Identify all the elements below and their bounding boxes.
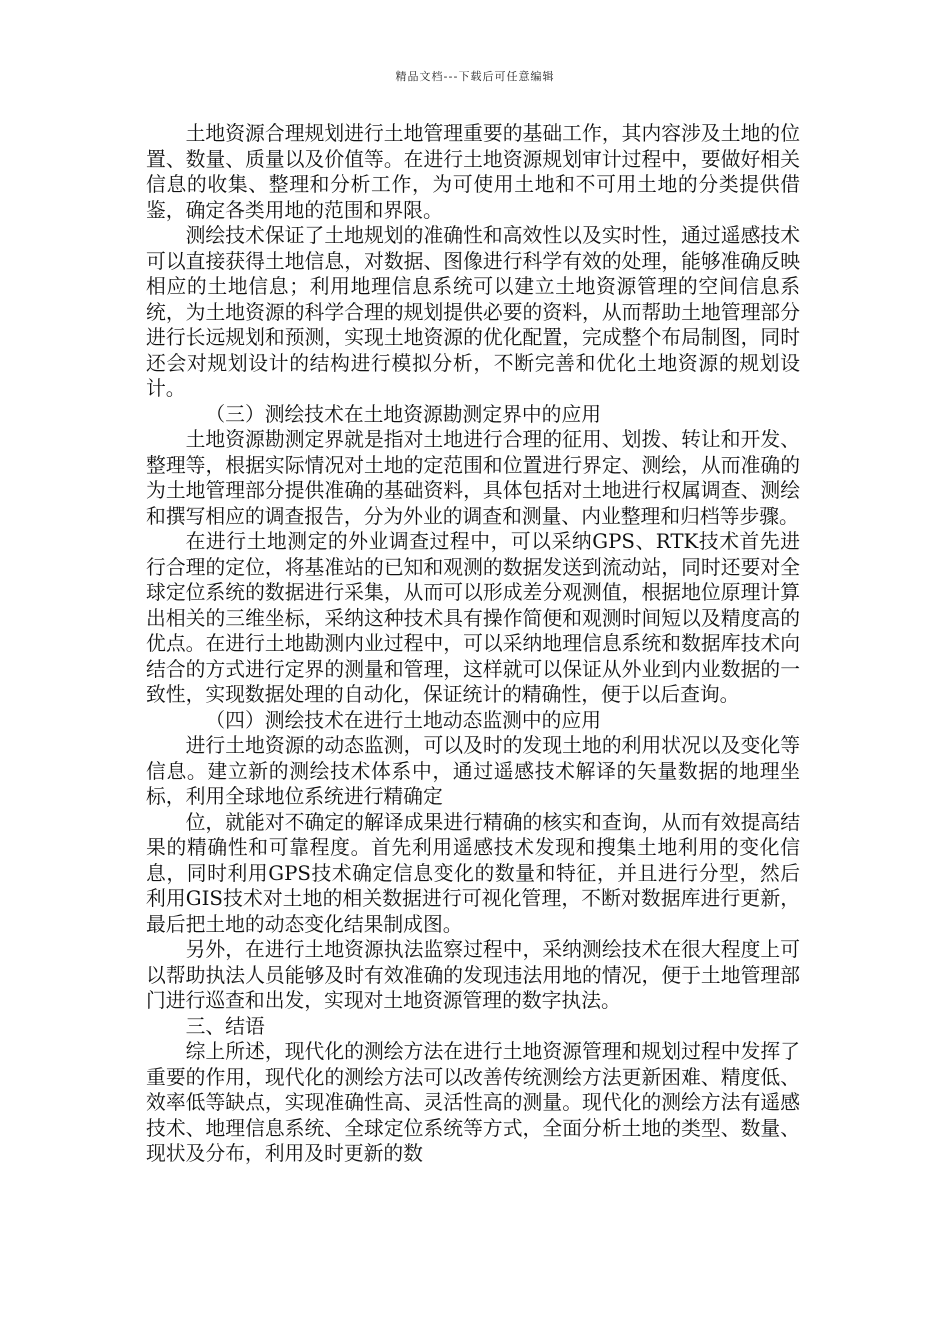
paragraph-4: 在进行土地测定的外业调查过程中，可以采纳GPS、RTK技术首先进行合理的定位，将基准站的已知和观测的数据发送到流动站，同时还要对全球定位系统的数据进行采集，从而可以形成差分观测值，根据地位原理计算出相关的三维坐标，采纳这种技术具有操作简便和观测时间短以及精度高的优点。在进行土地勘测内业过程中，可以采纳地理信息系统和数据库技术向结合的方式进行定界的测量和管理，这样就可以保证从外业到内业数据的一致性，实现数据处理的自动化，保证统计的精确性，便于以后查询。 bbox=[146, 530, 800, 706]
page-header: 精品文档---下载后可任意编辑 bbox=[395, 70, 555, 83]
paragraph-8: 综上所述，现代化的测绘方法在进行土地资源管理和规划过程中发挥了重要的作用，现代化的测绘方法可以改善传统测绘方法更新困难、精度低、效率低等缺点，实现准确性高、灵活性高的测量。现代化的测绘方法有遥感技术、地理信息系统、全球定位系统等方式，全面分析土地的类型、数量、现状及分布，利用及时更新的数 bbox=[146, 1040, 800, 1165]
paragraph-7: 另外，在进行土地资源执法监察过程中，采纳测绘技术在很大程度上可以帮助执法人员能够及时有效准确的发现违法用地的情况，便于土地管理部门进行巡查和出发，实现对土地资源管理的数字执法。 bbox=[146, 938, 800, 1012]
paragraph-3: 土地资源勘测定界就是指对土地进行合理的征用、划拨、转让和开发、整理等，根据实际情况对土地的定范围和位置进行界定、测绘，从而准确的为土地管理部分提供准确的基础资料，具体包括对土地进行权属调查、测绘和撰写相应的调查报告，分为外业的调查和测量、内业整理和归档等步骤。 bbox=[146, 428, 800, 528]
document-body bbox=[146, 121, 800, 1167]
paragraph-5: 进行土地资源的动态监测，可以及时的发现土地的利用状况以及变化等信息。建立新的测绘技术体系中，通过遥感技术解译的矢量数据的地理坐标，利用全球地位系统进行精确定 bbox=[146, 734, 800, 808]
paragraph-2: 测绘技术保证了土地规划的准确性和高效性以及实时性，通过遥感技术可以直接获得土地信息，对数据、图像进行科学有效的处理，能够准确反映相应的土地信息；利用地理信息系统可以建立土地资源管理的空间信息系统，为土地资源的科学合理的规划提供必要的资料，从而帮助土地管理部分进行长远规划和预测，实现土地资源的优化配置，完成整个布局制图，同时还会对规划设计的结构进行模拟分析，不断完善和优化土地资源的规划设计。 bbox=[146, 224, 800, 400]
paragraph-6: 位，就能对不确定的解译成果进行精确的核实和查询，从而有效提高结果的精确性和可靠程度。首先利用遥感技术发现和搜集土地利用的变化信息，同时利用GPS技术确定信息变化的数量和特征，并且进行分型，然后利用GIS技术对土地的相关数据进行可视化管理，不断对数据库进行更新，最后把土地的动态变化结果制成图。 bbox=[146, 810, 800, 936]
conclusion-heading: 三、结语 bbox=[185, 1014, 265, 1038]
section-heading-4: （四）测绘技术在进行土地动态监测中的应用 bbox=[205, 708, 602, 732]
paragraph-1: 土地资源合理规划进行土地管理重要的基础工作，其内容涉及土地的位置、数量、质量以及价值等。在进行土地资源规划审计过程中，要做好相关信息的收集、整理和分析工作，为可使用土地和不可用土地的分类提供借鉴，确定各类用地的范围和界限。 bbox=[146, 122, 800, 222]
section-heading-3: （三）测绘技术在土地资源勘测定界中的应用 bbox=[205, 402, 602, 426]
